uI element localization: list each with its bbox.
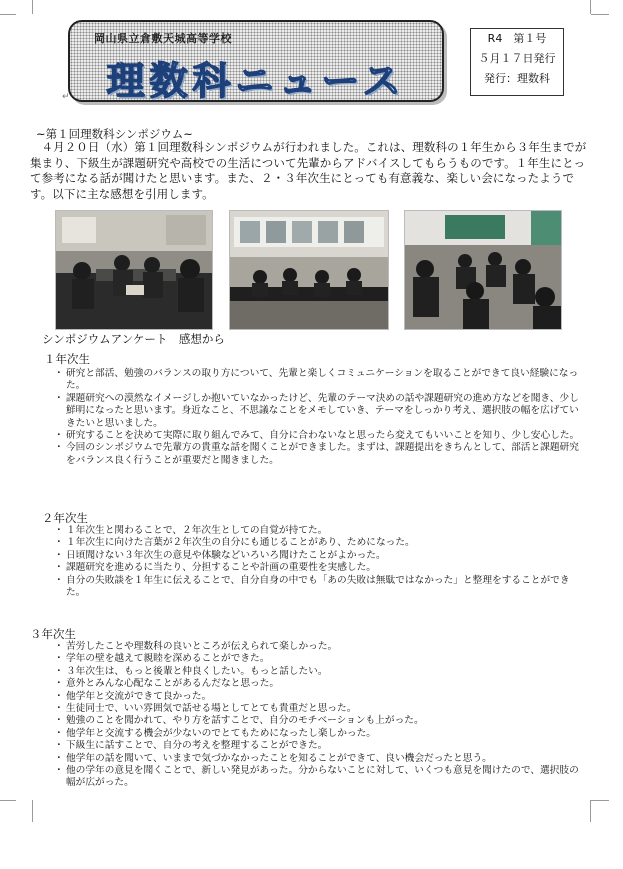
grade3-heading: ３年次生 (30, 627, 76, 641)
crop-mark-bottom-left (16, 800, 33, 822)
list-item: ・ 自分の失敗談を１年生に伝えることで、自分自身の中でも「あの失敗は無駄ではなかった」と整理をすることができた。 (56, 575, 586, 600)
article-intro: ４月２０日（水）第１回理数科シンポジウムが行われました。これは、理数科の１年生から３年生までが集まり、下級生が課題研究や高校での生活について先輩からアドバイスしてもらうものです。１年生にとって参考になる話が聞けたと思います。また、２・３年次生にとっても有意義な、楽しい会になったようです。以下に主な感想を引用します。 (30, 140, 587, 201)
list-item: ・ 他学年の話を聞いて、いままで気づかなかったことを知ることができて、良い機会だったと思う。 (56, 753, 586, 765)
list-item: ・ 課題研究を進めるに当たり、分担することや計画の重要性を実感した。 (56, 562, 586, 574)
symposium-photo-3 (404, 210, 562, 330)
grade2-heading: ２年次生 (42, 511, 88, 525)
list-item: ・ 生徒同士で、いい雰囲気で話せる場としてとても貴重だと思った。 (56, 703, 586, 715)
list-item: ・ 研究と部活、勉強のバランスの取り方について、先輩と楽しくコミュニケーションを取ることができて良い経験になった。 (56, 368, 586, 393)
grade3-comment-list (56, 641, 586, 790)
paragraph-mark-icon: ↵ (62, 92, 70, 102)
survey-title: シンポジウムアンケート 感想から (42, 332, 225, 346)
list-item: ・ 今回のシンポジウムで先輩方の貴重な話を聞くことができました。まずは、課題提出をきちんとして、部活と課題研究をバランス良く行うことが重要だと聞きました。 (56, 442, 586, 467)
crop-mark-bottom-left (0, 800, 16, 801)
list-item: ・ 学年の壁を越えて親睦を深めることができた。 (56, 653, 586, 665)
crop-mark-top-right (591, 14, 609, 15)
newsletter-title: 理数科ニュース (106, 59, 406, 103)
symposium-photo-2 (229, 210, 389, 330)
list-item: ・ １年次生と関わることで、２年次生としての自覚が持てた。 (56, 525, 586, 537)
list-item: ・ 苦労したことや理数科の良いところが伝えられて楽しかった。 (56, 641, 586, 653)
article-heading: ~第１回理数科シンポジウム~ (36, 127, 193, 141)
list-item: ・ 課題研究への漠然なイメージしか抱いていなかったけど、先輩のテーマ決めの話や課題研究の進め方などを聞き、少し鮮明になったと思います。身近なこと、不思議なことをメモしていき、テーマをしっかり考え、選択肢の幅を広げていきたいと思いました。 (56, 393, 586, 430)
school-name: 岡山県立倉敷天城高等学校 (94, 32, 232, 45)
issue-date: ５月１７日発行 (478, 52, 556, 65)
symposium-photo-1 (55, 210, 213, 330)
crop-mark-top-right (590, 0, 607, 14)
list-item: ・ ３年次生は、もっと後輩と仲良くしたい。もっと話したい。 (56, 666, 586, 678)
list-item: ・ 他学年と交流する機会が少ないのでとてもためになったし楽しかった。 (56, 728, 586, 740)
issue-number: R4 第１号 (487, 32, 547, 45)
list-item: ・ 他学年と交流ができて良かった。 (56, 691, 586, 703)
list-item: ・ １年次生に向けた言葉が２年次生の自分にも通じることがあり、ためになった。 (56, 537, 586, 549)
list-item: ・ 日頃聞けない３年次生の意見や体験などいろいろ聞けたことがよかった。 (56, 550, 586, 562)
grade2-comment-list (56, 525, 586, 599)
list-item: ・ 下級生に話すことで、自分の考えを整理することができた。 (56, 740, 586, 752)
list-item: ・ 研究することを決めて実際に取り組んでみて、自分に合わないなと思ったら変えてもいいことを知り、少し安心した。 (56, 430, 586, 442)
grade1-heading: １年次生 (44, 352, 90, 366)
grade1-comment-list (56, 368, 586, 467)
list-item: ・ 勉強のことを聞かれて、やり方を話すことで、自分のモチベーションも上がった。 (56, 715, 586, 727)
list-item: ・ 他の学年の意見を聞くことで、新しい発見があった。分からないことに対して、いくつも意見を聞けたので、選択肢の幅が広がった。 (56, 765, 586, 790)
crop-mark-bottom-right (591, 800, 609, 801)
issue-publisher: 発行：理数科 (484, 72, 550, 85)
crop-mark-bottom-right (590, 800, 607, 822)
crop-mark-top-left (0, 14, 16, 15)
crop-mark-top-left (16, 0, 33, 14)
list-item: ・ 意外とみんな心配なことがあるんだなと思った。 (56, 678, 586, 690)
issue-info-box (470, 28, 564, 96)
masthead-banner (68, 20, 444, 102)
